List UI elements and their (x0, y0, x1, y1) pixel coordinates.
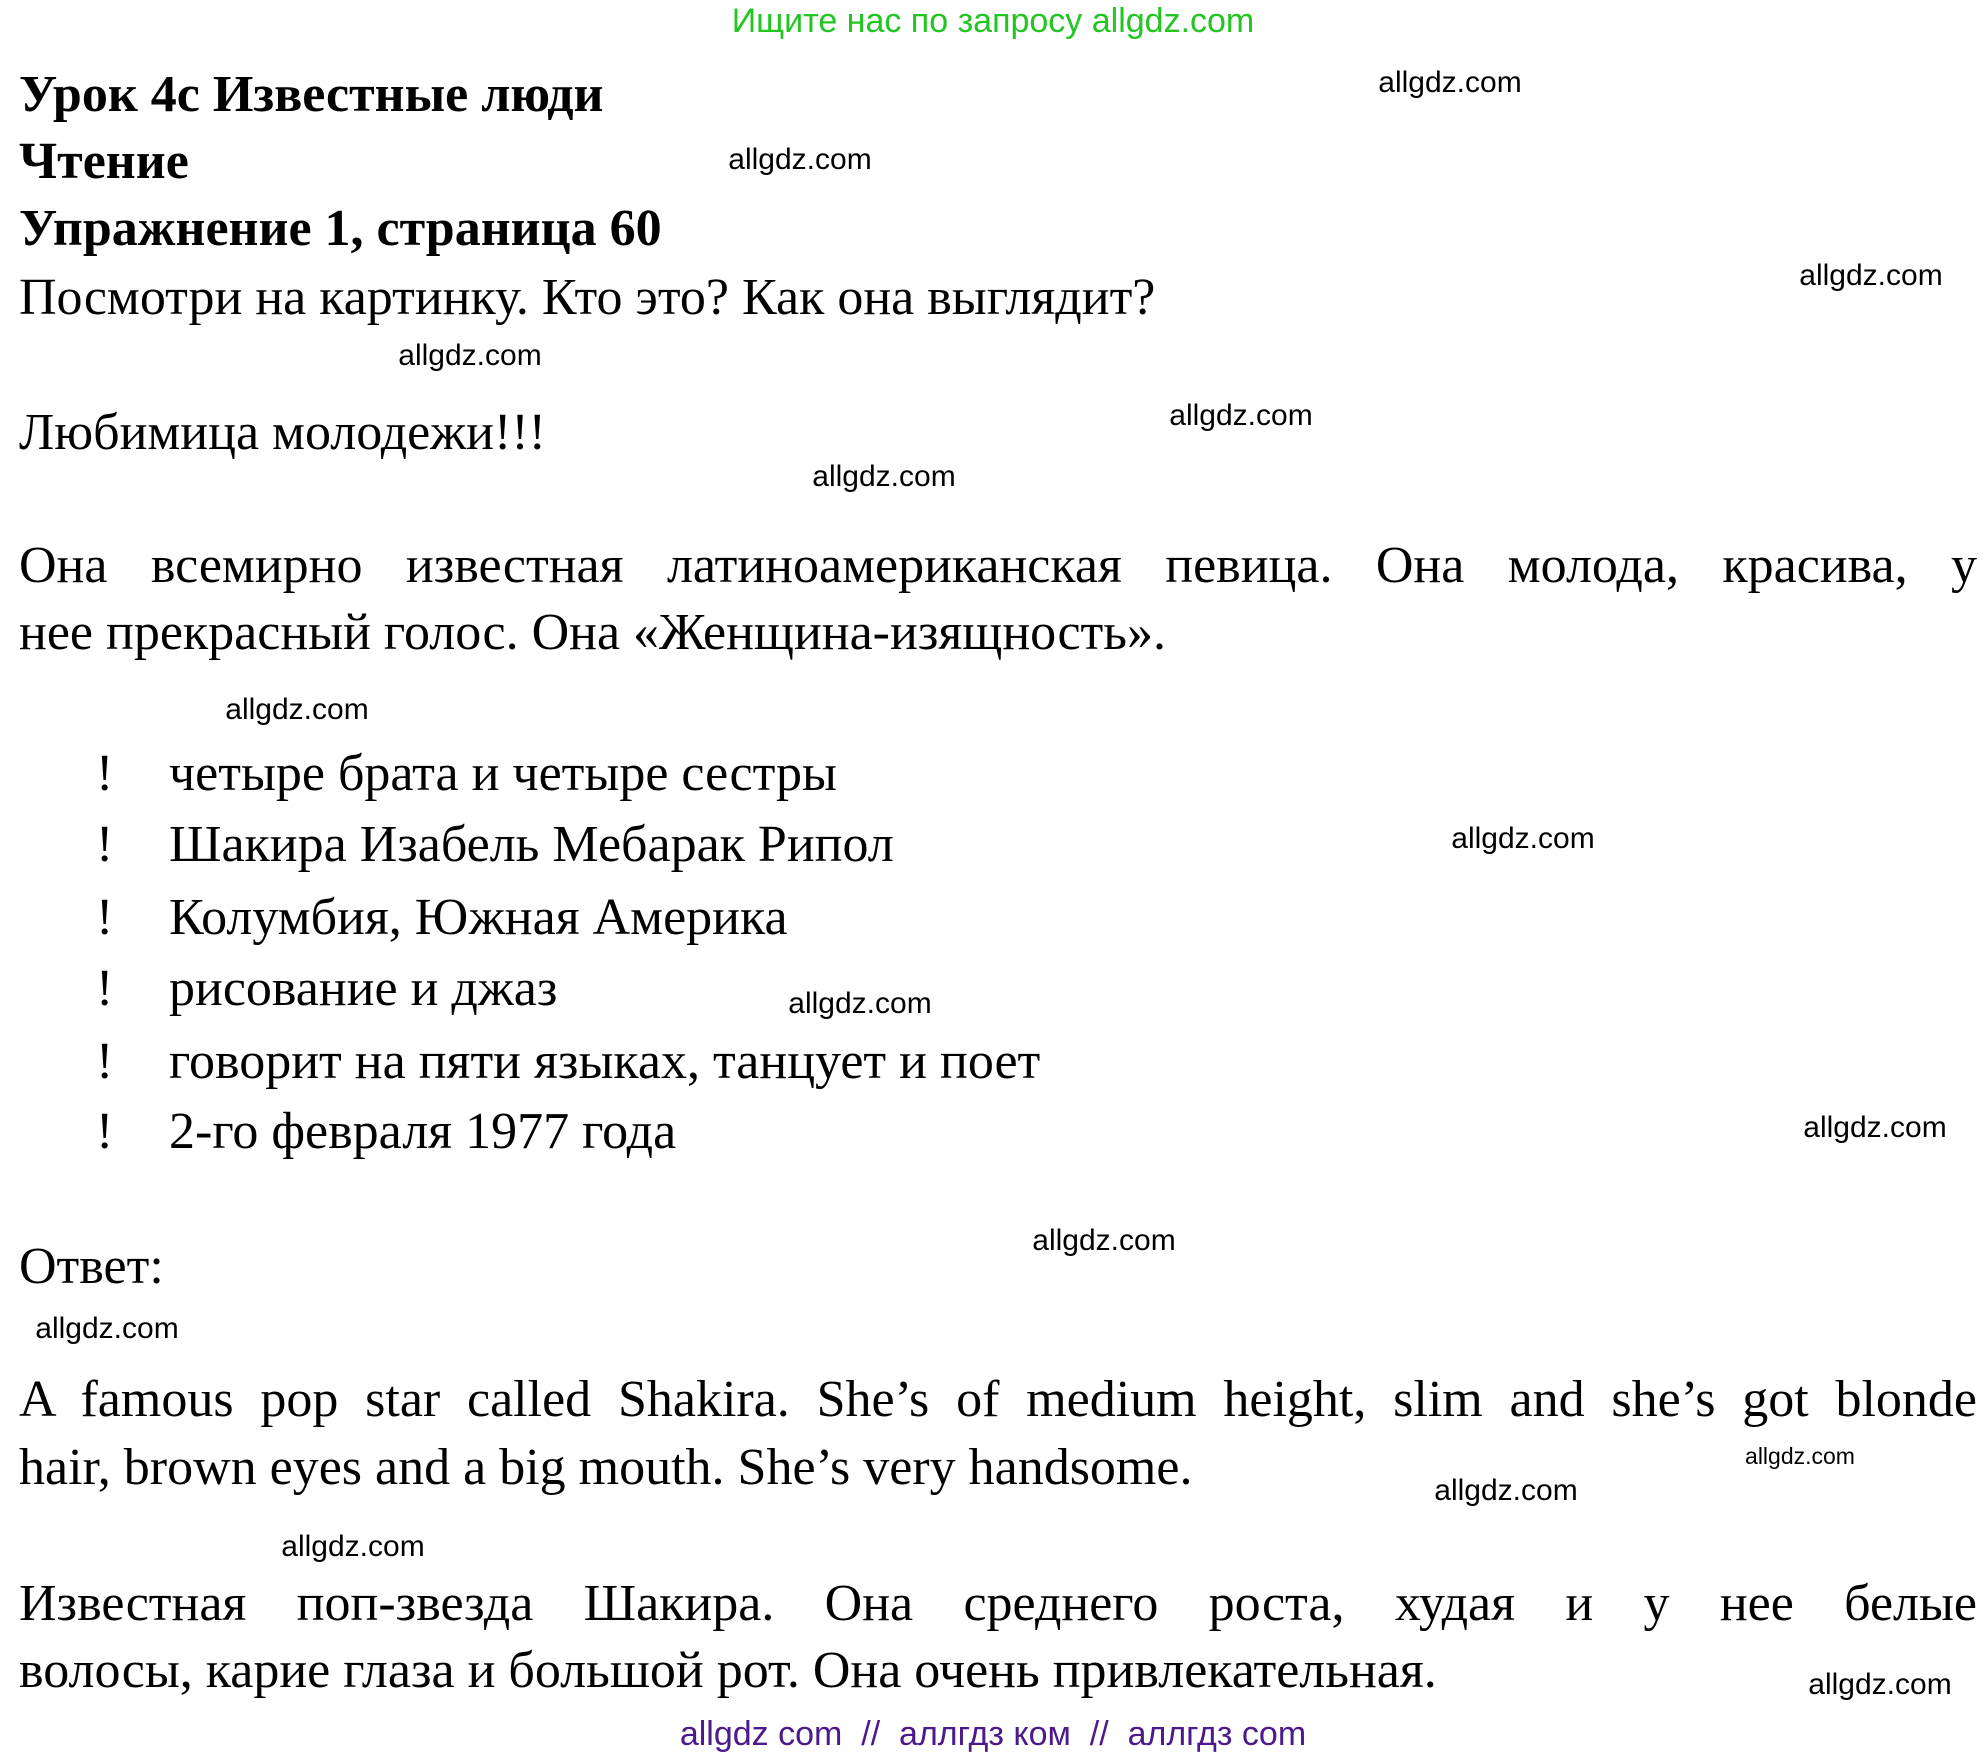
list-item: рисование и джаз (169, 960, 558, 1017)
section-title: Чтение (19, 133, 189, 190)
watermark: allgdz.com (1808, 1668, 1952, 1701)
bullet-marker: ! (96, 1033, 114, 1090)
watermark: allgdz.com (225, 693, 369, 726)
watermark: allgdz.com (398, 339, 542, 372)
answer-label: Ответ: (19, 1238, 164, 1295)
bullet-marker: ! (96, 816, 114, 873)
bottom-banner: allgdz com // аллгдз ком // аллгдз com (679, 1715, 1307, 1753)
watermark: allgdz.com (812, 460, 956, 493)
bullet-marker: ! (96, 889, 114, 946)
headline: Любимица молодежи!!! (19, 404, 546, 461)
watermark: allgdz.com (281, 1530, 425, 1563)
exercise-title: Упражнение 1, страница 60 (19, 200, 662, 257)
task-text: Посмотри на картинку. Кто это? Как она выглядит? (19, 269, 1156, 326)
watermark: allgdz.com (1434, 1474, 1578, 1507)
bullet-marker: ! (96, 1103, 114, 1160)
watermark: allgdz.com (1745, 1443, 1855, 1469)
watermark: allgdz.com (35, 1312, 179, 1345)
watermark: allgdz.com (1169, 399, 1313, 432)
list-item: Колумбия, Южная Америка (169, 889, 788, 946)
watermark: allgdz.com (1803, 1111, 1947, 1144)
list-item: четыре брата и четыре сестры (169, 745, 837, 802)
list-item: Шакира Изабель Мебарак Рипол (169, 816, 894, 873)
top-banner: Ищите нас по запросу allgdz.com (731, 2, 1255, 40)
watermark: allgdz.com (788, 987, 932, 1020)
list-item: 2-го февраля 1977 года (169, 1103, 677, 1160)
description-line: нее прекрасный голос. Она «Женщина-изящность». (19, 604, 1166, 661)
watermark: allgdz.com (728, 143, 872, 176)
answer-en-line: A famous pop star called Shakira. She’s of medium height, slim and she’s got blonde (19, 1371, 1977, 1428)
list-item: говорит на пяти языках, танцует и поет (169, 1033, 1041, 1090)
watermark: allgdz.com (1799, 259, 1943, 292)
watermark: allgdz.com (1451, 822, 1595, 855)
answer-en-line: hair, brown eyes and a big mouth. She’s very handsome. (19, 1439, 1193, 1496)
bullet-marker: ! (96, 960, 114, 1017)
answer-ru-line: волосы, карие глаза и большой рот. Она очень привлекательная. (19, 1642, 1437, 1699)
description-line: Она всемирно известная латиноамериканская певица. Она молода, красива, у (19, 537, 1977, 594)
answer-ru-line: Известная поп-звезда Шакира. Она среднего роста, худая и у нее белые (19, 1575, 1977, 1632)
watermark: allgdz.com (1378, 66, 1522, 99)
watermark: allgdz.com (1032, 1224, 1176, 1257)
lesson-title: Урок 4c Известные люди (19, 66, 604, 123)
bullet-marker: ! (96, 745, 114, 802)
